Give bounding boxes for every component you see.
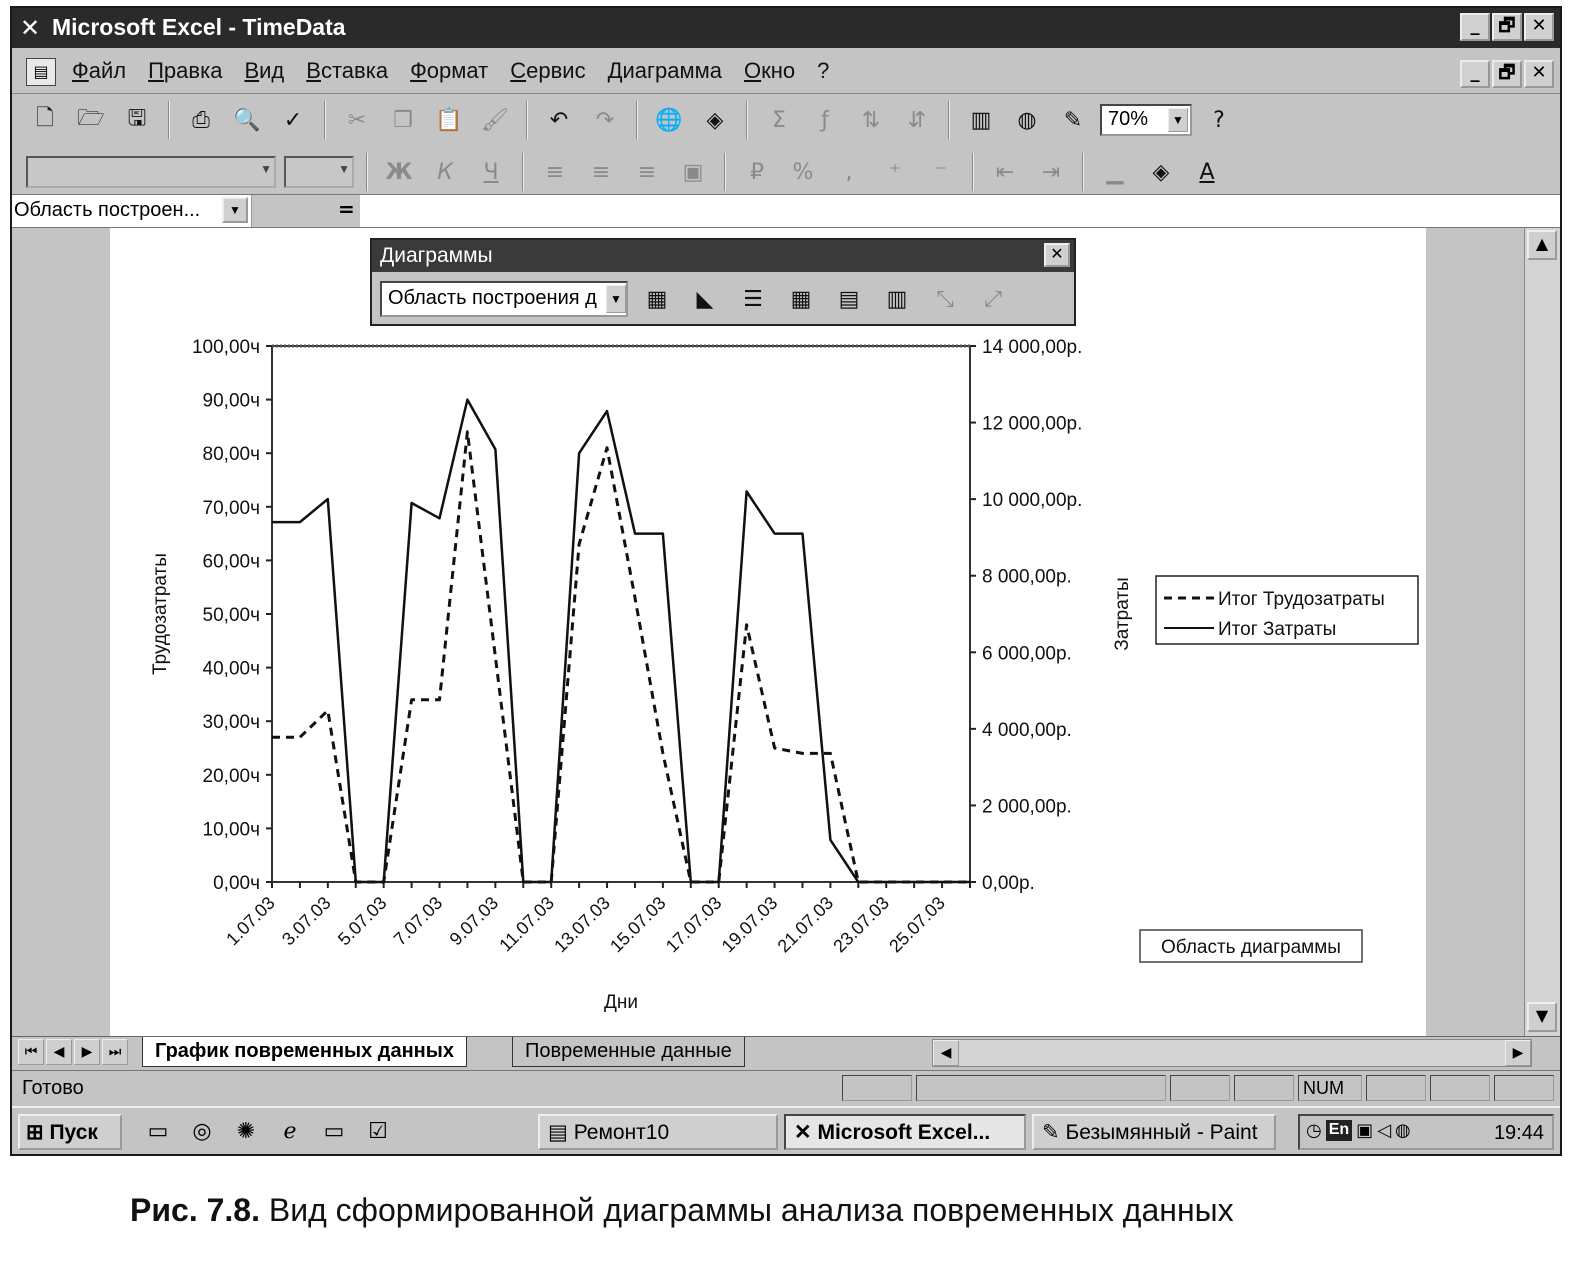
increase-decimal-icon[interactable]: ⁺ (889, 159, 901, 185)
chevron-down-icon[interactable]: ▼ (260, 162, 272, 176)
open-folder-icon[interactable]: 🗁 (77, 106, 105, 131)
status-cell (1234, 1075, 1294, 1101)
quicklaunch-icon[interactable]: ▭ (147, 1119, 169, 1144)
currency-icon[interactable]: ₽ (750, 159, 764, 185)
task-remont10[interactable] (538, 1114, 778, 1150)
quicklaunch-icon[interactable]: ◎ (192, 1119, 212, 1144)
y2-tick-label: 2 000,00р. (982, 796, 1072, 818)
percent-icon[interactable]: % (792, 159, 814, 185)
status-cell (1494, 1075, 1554, 1101)
horizontal-scrollbar[interactable] (932, 1039, 1532, 1067)
clock: 19:44 (1493, 1122, 1544, 1144)
toolbar-separator (324, 101, 326, 139)
document-icon: ▤ (548, 1121, 568, 1144)
y2-tick-label: 4 000,00р. (982, 719, 1072, 741)
insert-hyperlink-icon[interactable]: 🌐 (655, 107, 683, 133)
tray-icon[interactable]: ◷ (1306, 1120, 1322, 1141)
y2-tick-label: 0,00р. (982, 873, 1035, 894)
document-icon[interactable]: ▤ (26, 58, 56, 86)
font-size-select[interactable] (284, 156, 354, 188)
menu-chart[interactable]: Диаграмма (607, 58, 722, 83)
vertical-scrollbar[interactable] (1524, 228, 1560, 1036)
scroll-right-icon[interactable]: ▶ (1505, 1040, 1531, 1066)
close-icon[interactable]: ✕ (1044, 243, 1070, 267)
legend-entry: Итог Трудозатраты (1218, 589, 1385, 610)
first-sheet-icon[interactable]: ⏮ (18, 1039, 44, 1065)
menu-view[interactable]: Вид (244, 58, 285, 83)
y-axis-title: Трудозатраты (150, 553, 171, 675)
figure-caption (130, 1192, 1234, 1229)
figure-text: Вид сформированной диаграммы анализа повременных данных (268, 1192, 1234, 1228)
spelling-icon[interactable]: ✓ (283, 107, 303, 133)
toolbar-separator (522, 153, 524, 191)
plot-area-frame (272, 346, 970, 882)
title-bar[interactable] (12, 8, 1560, 48)
formula-equals[interactable]: = (338, 197, 355, 221)
status-cell (842, 1075, 912, 1101)
y-tick-label: 50,00ч (202, 605, 260, 626)
x-tick-label: 11.07.03 (495, 892, 559, 956)
figure-number: Рис. 7.8. (130, 1192, 260, 1228)
scroll-up-icon[interactable]: ▲ (1527, 230, 1557, 260)
chart-object-value: Область построения д (388, 287, 597, 309)
x-tick-label: 25.07.03 (885, 892, 949, 957)
formatting-toolbar (26, 148, 1226, 196)
y-tick-label: 100,00ч (191, 337, 260, 358)
last-sheet-icon[interactable]: ⏭ (102, 1039, 128, 1065)
menu-window[interactable]: Окно (744, 58, 796, 83)
standard-toolbar (26, 96, 1238, 144)
menu-edit[interactable]: Правка (148, 58, 223, 83)
decrease-indent-icon[interactable]: ⇤ (995, 159, 1015, 185)
y2-tick-label: 8 000,00р. (982, 566, 1072, 588)
status-cell (1430, 1075, 1490, 1101)
decrease-decimal-icon[interactable]: ⁻ (935, 159, 947, 185)
drawing-icon[interactable]: ✎ (1063, 107, 1083, 133)
paste-icon[interactable]: 📋 (435, 107, 463, 133)
x-tick-label: 15.07.03 (606, 892, 670, 957)
task-excel[interactable] (784, 1114, 1026, 1150)
paint-icon: ✎ (1042, 1121, 1060, 1144)
x-tick-label: 3.07.03 (278, 892, 335, 950)
align-center-icon[interactable]: ≡ (591, 159, 611, 185)
menu-insert[interactable]: Вставка (306, 58, 389, 83)
name-box-value: Область построен... (14, 199, 201, 221)
start-label: Пуск (49, 1121, 98, 1144)
tab-time-data[interactable]: Повременные данные (512, 1037, 745, 1067)
y-tick-label: 90,00ч (202, 390, 260, 412)
x-tick-label: 13.07.03 (550, 892, 614, 957)
print-icon[interactable]: ⎙ (192, 107, 210, 133)
y-tick-label: 0,00ч (213, 873, 260, 894)
zoom-select[interactable] (1100, 104, 1192, 136)
volume-icon[interactable]: ◁ (1377, 1120, 1392, 1141)
chart-wizard-icon[interactable]: ▥ (970, 107, 992, 133)
by-column-icon[interactable]: ▥ (886, 286, 908, 312)
scroll-down-icon[interactable]: ▼ (1527, 1002, 1557, 1032)
chart-type-icon[interactable]: ◣ (696, 286, 714, 312)
name-box[interactable] (12, 195, 252, 227)
menu-file[interactable]: Файл (72, 58, 127, 83)
excel-icon: ✕ (794, 1121, 812, 1144)
status-cell (1366, 1075, 1426, 1101)
next-sheet-icon[interactable]: ▶ (74, 1039, 100, 1065)
status-cell (1170, 1075, 1230, 1101)
comma-style-icon[interactable]: , (845, 159, 853, 185)
doc-minimize-button[interactable]: _ (1460, 60, 1490, 88)
print-preview-icon[interactable]: 🔍 (233, 107, 261, 133)
formula-bar (12, 194, 1560, 228)
toolbar-separator (366, 153, 368, 191)
x-tick-label: 23.07.03 (829, 892, 894, 957)
num-lock-indicator: NUM (1298, 1075, 1362, 1101)
legend-entry: Итог Затраты (1218, 619, 1337, 640)
redo-icon[interactable]: ↷ (595, 107, 615, 133)
doc-restore-button[interactable]: 🗗 (1492, 60, 1522, 88)
by-row-icon[interactable]: ▤ (838, 286, 860, 312)
merge-center-icon[interactable]: ▣ (682, 159, 704, 185)
sort-descending-icon[interactable]: ⇵ (907, 107, 927, 133)
excel-window (10, 6, 1562, 1156)
toolbar-separator (1082, 153, 1084, 191)
format-painter-icon[interactable]: 🖌 (481, 107, 509, 133)
align-left-icon[interactable]: ≡ (545, 159, 565, 185)
fill-color-icon[interactable]: ◈ (1152, 159, 1170, 185)
status-cell (916, 1075, 1166, 1101)
x-tick-label: 17.07.03 (661, 892, 726, 957)
sort-ascending-icon[interactable]: ⇅ (861, 107, 881, 133)
toolbar-separator (636, 101, 638, 139)
x-tick-label: 5.07.03 (333, 892, 391, 950)
chart-area-tooltip: Область диаграммы (1161, 937, 1341, 958)
function-icon[interactable]: ƒ (821, 107, 829, 133)
toolbar-separator (526, 101, 528, 139)
y-tick-label: 70,00ч (202, 497, 260, 519)
browser-icon[interactable]: ℯ (283, 1119, 297, 1144)
close-button[interactable]: ✕ (1524, 13, 1554, 41)
increase-indent-icon[interactable]: ⇥ (1041, 159, 1061, 185)
bold-icon[interactable]: Ж (385, 159, 413, 185)
y-tick-label: 40,00ч (202, 658, 260, 680)
tray-icon[interactable]: ▣ (1356, 1120, 1374, 1141)
x-tick-label: 7.07.03 (389, 892, 447, 950)
task-paint[interactable] (1032, 1114, 1276, 1150)
language-indicator[interactable]: En (1326, 1120, 1352, 1141)
windows-logo-icon: ⊞ (26, 1121, 44, 1144)
italic-icon[interactable]: К (437, 159, 453, 185)
tab-chart-sheet[interactable]: График повременных данных (142, 1037, 467, 1067)
toolbar-separator (948, 101, 950, 139)
font-name-select[interactable] (26, 156, 276, 188)
toolbar-separator (724, 153, 726, 191)
y-tick-label: 20,00ч (202, 765, 260, 787)
chevron-down-icon[interactable]: ▼ (338, 162, 350, 176)
font-color-icon[interactable]: A (1199, 159, 1215, 185)
chart-object-select[interactable] (380, 281, 628, 317)
web-toolbar-icon[interactable]: ◈ (706, 107, 724, 133)
x-tick-label: 9.07.03 (445, 892, 503, 950)
y-tick-label: 30,00ч (202, 712, 260, 734)
format-object-icon[interactable]: ▦ (646, 286, 668, 312)
angle-text-down-icon[interactable]: ⤡ (936, 286, 954, 312)
underline-icon[interactable]: Ч (483, 159, 499, 185)
restore-button[interactable]: 🗗 (1492, 13, 1522, 41)
zoom-value: 70% (1108, 108, 1149, 130)
task-label: Безымянный - Paint (1065, 1121, 1258, 1144)
toolbar-separator (168, 101, 170, 139)
new-document-icon[interactable]: 🗋 (36, 106, 54, 131)
menu-help[interactable]: ? (817, 58, 830, 83)
y2-tick-label: 14 000,00р. (982, 337, 1083, 358)
y2-axis-title: Затраты (1112, 577, 1133, 651)
y-tick-label: 10,00ч (202, 819, 260, 841)
doc-close-button[interactable]: ✕ (1524, 60, 1554, 88)
tray-icon[interactable]: ◍ (1395, 1120, 1411, 1141)
charts-toolbar-title[interactable]: Диаграммы (372, 240, 1074, 272)
status-text: Готово (22, 1077, 84, 1099)
undo-icon[interactable]: ↶ (549, 107, 569, 133)
save-icon[interactable]: 🖫 (127, 106, 147, 131)
borders-icon[interactable]: ▁ (1106, 159, 1124, 185)
x-axis-title: Дни (604, 992, 638, 1013)
x-tick-label: 21.07.03 (773, 892, 838, 957)
x-tick-label: 1.07.03 (222, 892, 279, 950)
task-label: Ремонт10 (573, 1121, 670, 1144)
chevron-down-icon[interactable]: ▼ (1168, 108, 1188, 132)
toolbar-separator (972, 153, 974, 191)
legend-icon[interactable]: ☰ (743, 286, 763, 312)
office-assistant-icon[interactable]: ? (1213, 107, 1225, 133)
chevron-down-icon[interactable]: ▼ (222, 197, 248, 223)
x-tick-label: 19.07.03 (717, 892, 782, 957)
autosum-icon[interactable]: Σ (772, 107, 786, 133)
system-tray (1298, 1114, 1554, 1150)
quicklaunch-icon[interactable]: ✺ (236, 1119, 256, 1144)
excel-icon: ✕ (20, 14, 41, 42)
start-button[interactable] (18, 1114, 122, 1150)
data-table-icon[interactable]: ▦ (790, 286, 812, 312)
minimize-button[interactable]: _ (1460, 13, 1490, 41)
taskbar (12, 1106, 1560, 1154)
menu-format[interactable]: Формат (410, 58, 489, 83)
cut-icon[interactable]: ✂ (347, 107, 367, 133)
menu-bar (12, 50, 1560, 94)
copy-icon[interactable]: ❐ (393, 107, 413, 133)
window-title: Microsoft Excel - TimeData (52, 14, 346, 40)
angle-text-up-icon[interactable]: ⤢ (984, 286, 1002, 312)
map-icon[interactable]: ◍ (1017, 107, 1037, 133)
toolbar-separator (746, 101, 748, 139)
charts-toolbar (370, 238, 1076, 326)
quicklaunch-icon[interactable]: ☑ (368, 1119, 388, 1144)
y2-tick-label: 10 000,00р. (982, 490, 1083, 512)
sheet-tabs (12, 1036, 1560, 1068)
quicklaunch-icon[interactable]: ▭ (323, 1119, 345, 1144)
chart-area[interactable] (110, 328, 1426, 1036)
task-label: Microsoft Excel... (817, 1121, 991, 1144)
scroll-left-icon[interactable]: ◀ (933, 1040, 959, 1066)
menu-tools[interactable]: Сервис (510, 58, 586, 83)
previous-sheet-icon[interactable]: ◀ (46, 1039, 72, 1065)
status-bar (12, 1070, 1560, 1104)
align-right-icon[interactable]: ≡ (637, 159, 657, 185)
y-tick-label: 60,00ч (202, 551, 260, 573)
y-tick-label: 80,00ч (202, 444, 260, 466)
y2-tick-label: 6 000,00р. (982, 643, 1072, 665)
y2-tick-label: 12 000,00р. (982, 413, 1083, 435)
chevron-down-icon[interactable]: ▼ (606, 285, 626, 313)
